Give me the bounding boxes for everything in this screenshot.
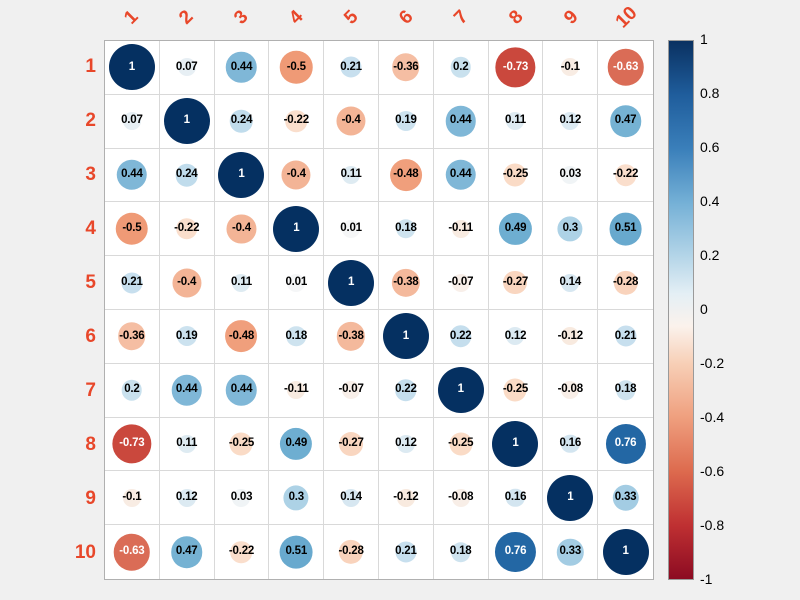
matrix-cell xyxy=(543,525,598,579)
correlation-value: 0.33 xyxy=(559,545,582,558)
matrix-cell xyxy=(269,41,324,95)
matrix-cell xyxy=(379,149,434,203)
matrix-cell xyxy=(269,95,324,149)
matrix-cell xyxy=(160,471,215,525)
correlation-value: 0.16 xyxy=(504,491,527,504)
matrix-cell xyxy=(543,95,598,149)
matrix-cell xyxy=(269,471,324,525)
matrix-cell xyxy=(160,310,215,364)
matrix-cell xyxy=(489,418,544,472)
correlation-value: -0.08 xyxy=(557,383,583,396)
colorbar-tick-0: 0 xyxy=(700,301,708,317)
matrix-cell xyxy=(324,149,379,203)
correlation-value: -0.5 xyxy=(122,222,142,235)
matrix-cell xyxy=(160,418,215,472)
matrix-cell xyxy=(489,256,544,310)
correlation-value: 0.47 xyxy=(614,114,637,127)
matrix-cell xyxy=(324,95,379,149)
correlation-value: 0.51 xyxy=(614,222,637,235)
matrix-cell xyxy=(379,95,434,149)
matrix-cell xyxy=(543,471,598,525)
matrix-cell xyxy=(489,149,544,203)
correlation-value: 0.21 xyxy=(614,329,637,342)
correlation-value: 0.03 xyxy=(230,491,253,504)
column-label-2: 2 xyxy=(175,6,198,29)
correlation-value: 0.21 xyxy=(395,545,417,558)
matrix-cell xyxy=(269,418,324,472)
column-label-3: 3 xyxy=(230,6,253,29)
matrix-cell xyxy=(489,525,544,579)
row-label-2: 2 xyxy=(85,110,96,131)
matrix-cell xyxy=(379,256,434,310)
correlation-value: 0.76 xyxy=(504,545,527,558)
matrix-cell xyxy=(105,95,160,149)
matrix-cell xyxy=(160,525,215,579)
correlation-value: -0.27 xyxy=(338,437,364,450)
correlation-value: -0.1 xyxy=(560,60,580,73)
correlation-value: -0.38 xyxy=(338,329,364,342)
matrix-cell xyxy=(215,41,270,95)
matrix-cell xyxy=(324,310,379,364)
column-label-1: 1 xyxy=(120,6,143,29)
matrix-cell xyxy=(379,310,434,364)
correlation-value: -0.22 xyxy=(283,114,309,127)
correlation-value: 0.21 xyxy=(340,60,362,73)
correlation-value: 0.19 xyxy=(395,114,417,127)
correlation-value: 0.11 xyxy=(231,275,252,288)
matrix-cell xyxy=(105,202,160,256)
matrix-cell xyxy=(215,471,270,525)
correlation-value: 0.07 xyxy=(175,60,198,73)
correlation-value: 0.49 xyxy=(504,222,527,235)
correlation-value: -0.07 xyxy=(448,275,474,288)
matrix-cell xyxy=(324,471,379,525)
matrix-cell xyxy=(434,41,489,95)
correlation-value: -0.4 xyxy=(231,222,251,235)
correlation-value: 0.18 xyxy=(449,545,472,558)
matrix-cell xyxy=(598,149,653,203)
matrix-cell xyxy=(434,525,489,579)
matrix-cell xyxy=(489,471,544,525)
correlation-value: -0.22 xyxy=(174,222,200,235)
correlation-value: 0.2 xyxy=(453,60,469,73)
correlation-value: 0.12 xyxy=(559,114,582,127)
matrix-cell xyxy=(598,256,653,310)
correlation-value: -0.48 xyxy=(228,329,255,342)
correlation-value: -0.12 xyxy=(393,491,419,504)
correlation-value: 0.12 xyxy=(395,437,417,450)
matrix-cell xyxy=(324,256,379,310)
correlation-value: -0.27 xyxy=(502,275,529,288)
matrix-cell xyxy=(598,364,653,418)
correlation-value: 0.47 xyxy=(175,545,198,558)
row-label-10: 10 xyxy=(74,542,96,563)
row-label-1: 1 xyxy=(85,56,96,77)
matrix-cell xyxy=(379,418,434,472)
correlation-value: -0.38 xyxy=(393,275,419,288)
correlation-value: -0.5 xyxy=(286,60,306,73)
matrix-cell xyxy=(105,418,160,472)
matrix-cell xyxy=(598,418,653,472)
colorbar-tick--1: -1 xyxy=(700,571,713,587)
matrix-cell xyxy=(598,95,653,149)
matrix-cell xyxy=(105,525,160,579)
correlation-value: -0.11 xyxy=(284,383,309,396)
correlation-value: 0.3 xyxy=(288,491,304,504)
correlation-value: -0.4 xyxy=(341,114,361,127)
correlation-value: 0.01 xyxy=(340,222,362,235)
matrix-cell xyxy=(324,41,379,95)
correlation-value: 0.44 xyxy=(230,60,253,73)
matrix-cell xyxy=(598,471,653,525)
correlation-value: 1 xyxy=(183,114,190,127)
matrix-cell xyxy=(105,41,160,95)
matrix-cell xyxy=(434,95,489,149)
correlation-value: 1 xyxy=(238,168,245,181)
matrix-cell xyxy=(543,202,598,256)
matrix-cell xyxy=(598,41,653,95)
correlation-value: 0.21 xyxy=(121,275,143,288)
colorbar-tick-1: 1 xyxy=(700,31,708,47)
correlation-value: 0.11 xyxy=(176,437,198,450)
correlation-value: 0.18 xyxy=(614,383,637,396)
correlation-value: 0.22 xyxy=(395,383,417,396)
matrix-cell xyxy=(434,256,489,310)
matrix-cell xyxy=(543,41,598,95)
correlation-value: 1 xyxy=(402,329,409,342)
matrix-cell xyxy=(215,256,270,310)
correlation-value: -0.25 xyxy=(502,383,529,396)
colorbar-tick-0.2: 0.2 xyxy=(700,247,720,263)
matrix-grid xyxy=(105,41,653,579)
matrix-cell xyxy=(105,310,160,364)
matrix-cell xyxy=(215,202,270,256)
correlation-value: 0.18 xyxy=(285,329,308,342)
matrix-cell xyxy=(269,364,324,418)
correlation-value: 0.14 xyxy=(559,275,582,288)
correlation-value: 0.76 xyxy=(614,437,637,450)
matrix-cell xyxy=(434,310,489,364)
matrix-cell xyxy=(379,525,434,579)
correlation-value: 0.49 xyxy=(285,437,308,450)
correlation-value: 1 xyxy=(128,60,135,73)
matrix-cell xyxy=(215,364,270,418)
correlation-value: 0.03 xyxy=(559,168,582,181)
correlation-value: 1 xyxy=(457,383,464,396)
colorbar-tick-0.4: 0.4 xyxy=(700,193,720,209)
correlation-value: 0.44 xyxy=(121,168,143,181)
matrix-cell xyxy=(324,418,379,472)
correlation-value: 0.44 xyxy=(449,114,472,127)
column-label-8: 8 xyxy=(505,6,528,29)
matrix-cell xyxy=(269,310,324,364)
correlation-value: 0.18 xyxy=(395,222,417,235)
matrix-cell xyxy=(160,364,215,418)
matrix-cell xyxy=(215,149,270,203)
correlation-value: 0.11 xyxy=(505,114,526,127)
correlation-value: 0.51 xyxy=(285,545,308,558)
row-label-4: 4 xyxy=(85,218,96,239)
correlation-value: 0.16 xyxy=(559,437,582,450)
correlation-value: 0.2 xyxy=(124,383,140,396)
correlation-value: -0.25 xyxy=(448,437,474,450)
correlation-value: -0.07 xyxy=(338,383,364,396)
matrix-cell xyxy=(324,364,379,418)
correlation-value: 0.22 xyxy=(449,329,472,342)
matrix-plot-area xyxy=(104,40,654,580)
matrix-cell xyxy=(324,525,379,579)
correlation-value: -0.28 xyxy=(338,545,364,558)
matrix-cell xyxy=(160,41,215,95)
correlation-value: 0.19 xyxy=(175,329,198,342)
correlation-value: -0.25 xyxy=(502,168,529,181)
matrix-cell xyxy=(269,525,324,579)
correlation-value: 0.14 xyxy=(340,491,362,504)
matrix-cell xyxy=(598,310,653,364)
correlation-value: 1 xyxy=(293,222,300,235)
matrix-cell xyxy=(489,95,544,149)
row-label-9: 9 xyxy=(85,488,96,509)
column-label-5: 5 xyxy=(340,6,363,29)
matrix-cell xyxy=(489,202,544,256)
correlation-value: -0.22 xyxy=(228,545,255,558)
correlation-value: 1 xyxy=(347,275,355,288)
matrix-cell xyxy=(543,364,598,418)
matrix-cell xyxy=(543,149,598,203)
correlation-value: -0.4 xyxy=(177,275,197,288)
correlation-value: -0.48 xyxy=(393,168,419,181)
row-label-8: 8 xyxy=(85,434,96,455)
colorbar-tick--0.8: -0.8 xyxy=(700,517,725,533)
column-label-10: 10 xyxy=(611,2,642,33)
correlation-value: -0.22 xyxy=(612,168,639,181)
correlation-value: -0.12 xyxy=(557,329,583,342)
matrix-cell xyxy=(215,95,270,149)
matrix-cell xyxy=(543,256,598,310)
matrix-cell xyxy=(434,364,489,418)
matrix-cell xyxy=(105,256,160,310)
correlation-value: 1 xyxy=(567,491,574,504)
row-label-5: 5 xyxy=(85,272,96,293)
matrix-cell xyxy=(105,149,160,203)
matrix-cell xyxy=(324,202,379,256)
correlation-value: -0.11 xyxy=(448,222,473,235)
matrix-cell xyxy=(215,310,270,364)
colorbar-tick--0.6: -0.6 xyxy=(700,463,725,479)
matrix-cell xyxy=(434,418,489,472)
matrix-cell xyxy=(105,471,160,525)
correlation-value: -0.63 xyxy=(119,545,145,558)
column-label-7: 7 xyxy=(450,6,473,29)
correlation-value: 1 xyxy=(622,545,629,558)
correlation-value: -0.36 xyxy=(393,60,419,73)
correlation-value: 0.12 xyxy=(504,329,527,342)
matrix-cell xyxy=(543,310,598,364)
colorbar-tick-0.6: 0.6 xyxy=(700,139,720,155)
correlation-value: 0.44 xyxy=(449,168,472,181)
correlation-value: -0.1 xyxy=(122,491,142,504)
row-label-7: 7 xyxy=(85,380,96,401)
matrix-cell xyxy=(379,202,434,256)
matrix-cell xyxy=(105,364,160,418)
matrix-cell xyxy=(434,149,489,203)
column-label-4: 4 xyxy=(285,6,308,29)
matrix-cell xyxy=(160,256,215,310)
matrix-cell xyxy=(489,310,544,364)
correlation-value: 1 xyxy=(512,437,519,450)
row-label-6: 6 xyxy=(85,326,96,347)
correlation-value: 0.12 xyxy=(175,491,198,504)
matrix-cell xyxy=(434,202,489,256)
correlation-value: 0.24 xyxy=(175,168,198,181)
colorbar-tick--0.2: -0.2 xyxy=(700,355,725,371)
correlation-value: -0.73 xyxy=(119,437,145,450)
correlation-value: -0.73 xyxy=(502,60,529,73)
matrix-cell xyxy=(598,202,653,256)
correlation-value: 0.44 xyxy=(230,383,253,396)
correlation-value: 0.01 xyxy=(285,275,308,288)
correlation-value: -0.28 xyxy=(612,275,639,288)
colorbar-tick--0.4: -0.4 xyxy=(700,409,725,425)
matrix-cell xyxy=(379,471,434,525)
matrix-cell xyxy=(215,525,270,579)
correlation-value: -0.4 xyxy=(286,168,306,181)
correlation-value: 0.11 xyxy=(340,168,362,181)
matrix-cell xyxy=(160,202,215,256)
matrix-cell xyxy=(160,95,215,149)
matrix-cell xyxy=(215,418,270,472)
matrix-cell xyxy=(489,41,544,95)
colorbar-tick-0.8: 0.8 xyxy=(700,85,720,101)
matrix-cell xyxy=(160,149,215,203)
correlation-value: -0.36 xyxy=(119,329,145,342)
matrix-cell xyxy=(434,471,489,525)
row-label-3: 3 xyxy=(85,164,96,185)
correlation-value: -0.63 xyxy=(612,60,639,73)
matrix-cell xyxy=(598,525,653,579)
correlation-value: 0.3 xyxy=(562,222,578,235)
correlation-value: -0.08 xyxy=(448,491,474,504)
matrix-cell xyxy=(379,364,434,418)
correlation-value: -0.25 xyxy=(228,437,255,450)
matrix-cell xyxy=(269,256,324,310)
matrix-cell xyxy=(269,149,324,203)
matrix-cell xyxy=(543,418,598,472)
colorbar-gradient xyxy=(668,40,694,580)
correlation-value: 0.33 xyxy=(614,491,637,504)
column-label-9: 9 xyxy=(560,6,583,29)
correlation-value: 0.24 xyxy=(230,114,253,127)
correlation-value: 0.44 xyxy=(175,383,198,396)
matrix-cell xyxy=(269,202,324,256)
column-label-6: 6 xyxy=(395,6,418,29)
matrix-cell xyxy=(379,41,434,95)
correlation-value: 0.07 xyxy=(121,114,143,127)
matrix-cell xyxy=(489,364,544,418)
